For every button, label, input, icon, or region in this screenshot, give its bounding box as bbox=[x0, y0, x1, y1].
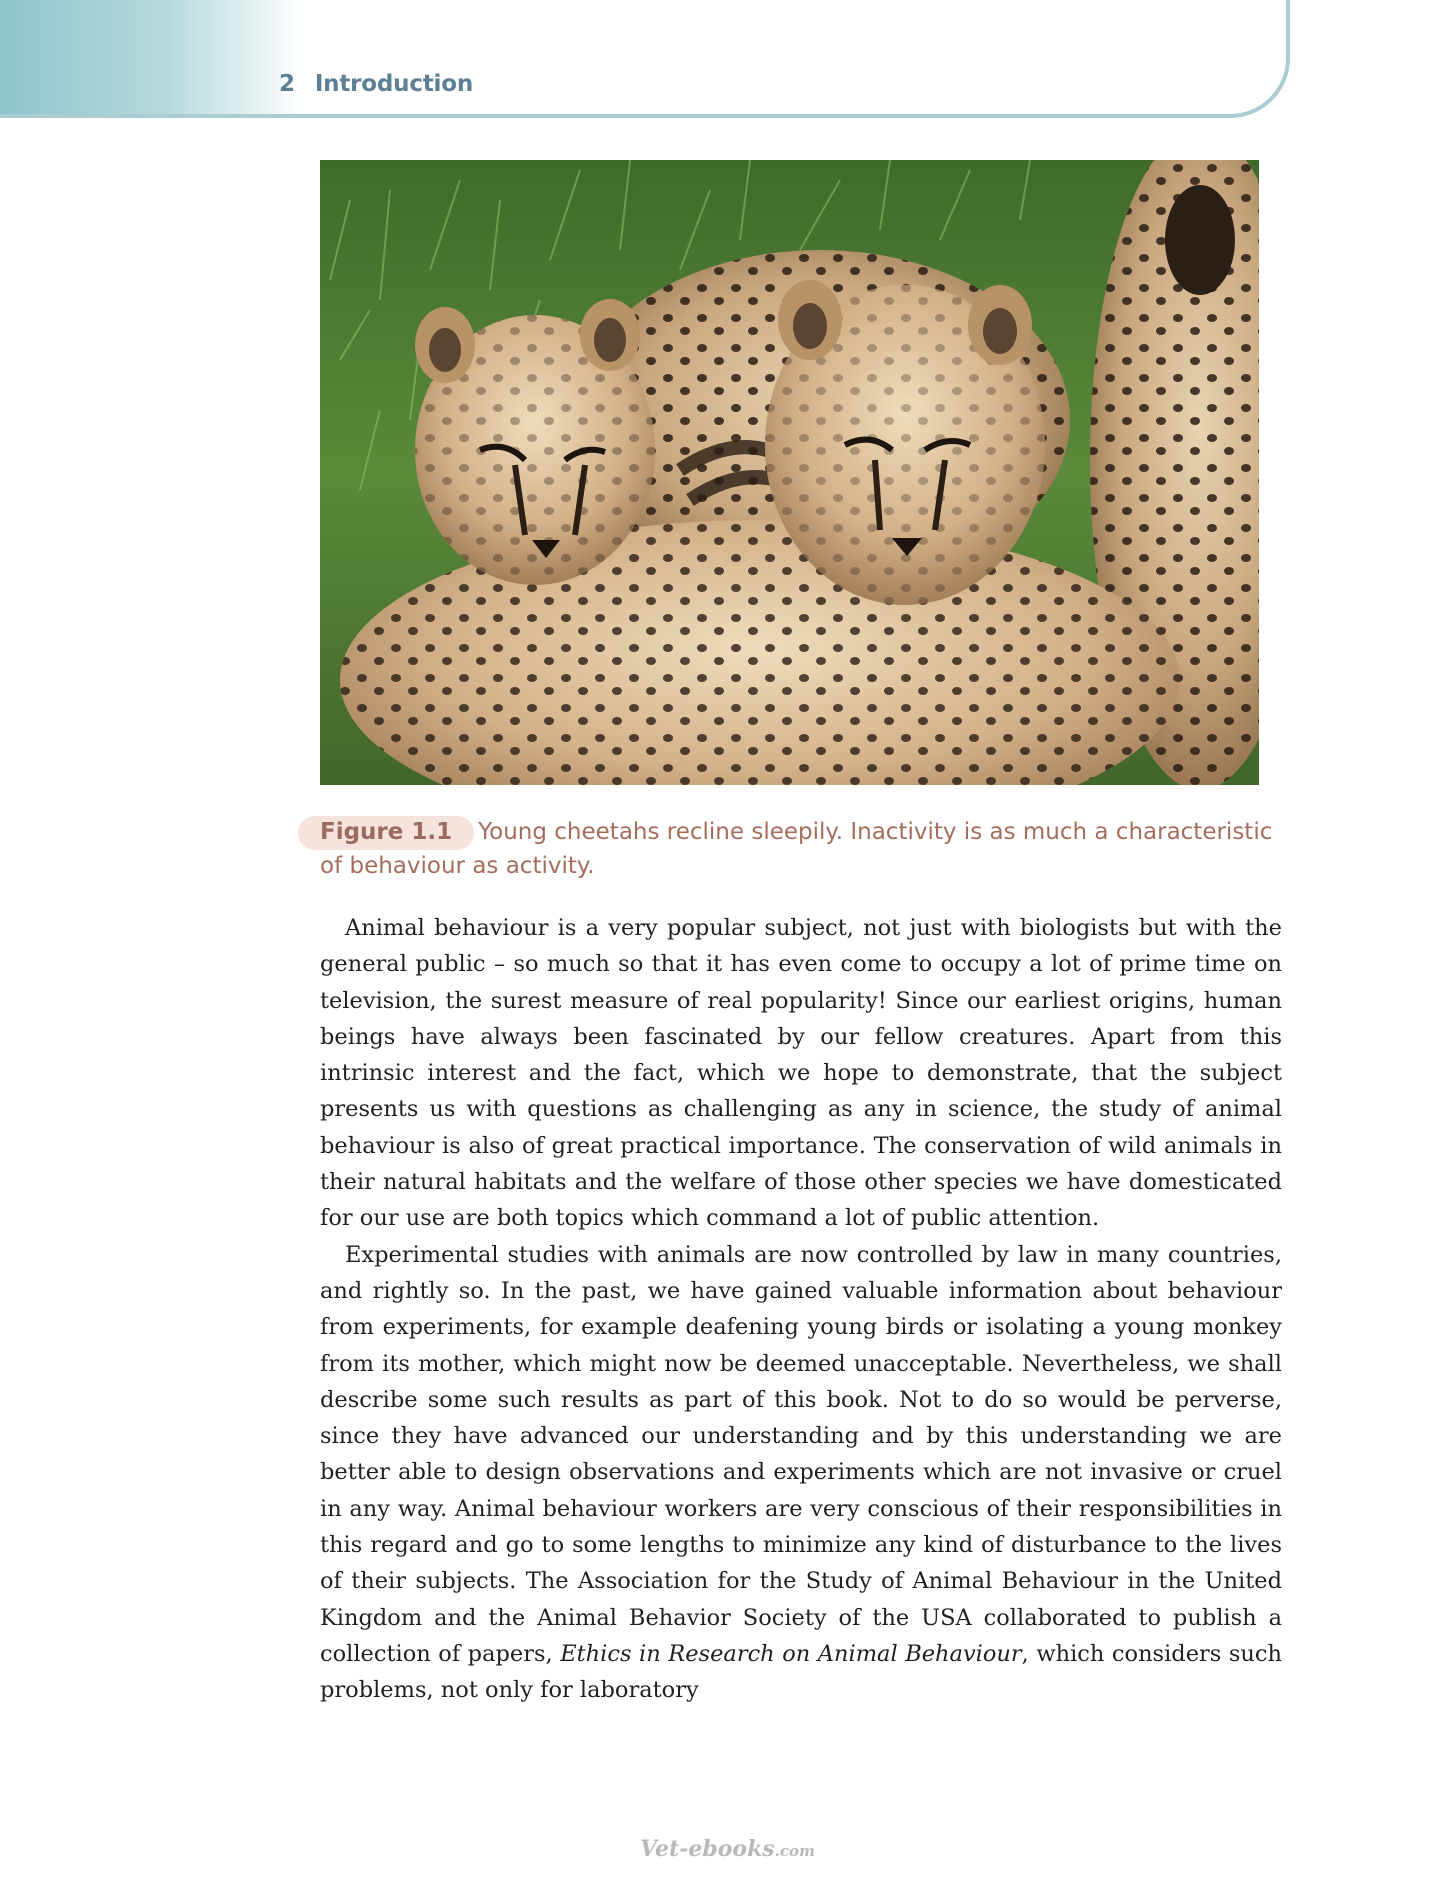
watermark-suffix: .com bbox=[774, 1842, 815, 1860]
figure-label: Figure 1.1 bbox=[320, 819, 453, 845]
body-text bbox=[320, 910, 1282, 1709]
watermark-main: Vet-ebooks bbox=[640, 1836, 775, 1862]
figure-caption bbox=[320, 815, 1280, 883]
page-number: 2 bbox=[279, 71, 295, 97]
paragraph-2-text: Experimental studies with animals are now controlled by law in many countries, and rightly so. In the past, we have gained valuable information about behaviour from experiments, for example deafening young birds or isolating a young monkey from its mother, which might now be deemed unacceptable. Nevertheless, we shall describe some such results as part of this book. Not to do so would be perverse, since they have advanced our understanding and by this understanding we are better able to design observations and experiments which are not invasive or cruel in any way. Animal behaviour workers are very conscious of their responsibilities in this regard and go to some lengths to minimize any kind of disturbance to the lives of their subjects. The Association for the Study of Animal Behaviour in the United Kingdom and the Animal Behavior Society of the USA collaborated to publish a collection of papers, bbox=[320, 1241, 1282, 1667]
paragraph-2-end: , which considers such problems, not only for laboratory bbox=[320, 1640, 1282, 1704]
book-title-italic: Ethics in Research on Animal Behaviour bbox=[560, 1640, 1022, 1667]
paragraph-2 bbox=[320, 1237, 1282, 1709]
figure-caption-text: Young cheetahs recline sleepily. Inactivity is as much a characteristic of behaviour as activity. bbox=[320, 819, 1273, 879]
chapter-title: Introduction bbox=[314, 71, 474, 97]
paragraph-1: Animal behaviour is a very popular subject, not just with biologists but with the general public – so much so that it has even come to occupy a lot of prime time on television, the surest measure of real popularity! Since our earliest origins, human beings have always been fascinated by our fellow creatures. Apart from this intrinsic interest and the fact, which we hope to demonstrate, that the subject presents us with questions as challenging as any in science, the study of animal behaviour is also of great practical importance. The conservation of wild animals in their natural habitats and the welfare of those other species we have domesticated for our use are both topics which command a lot of public attention. bbox=[320, 915, 1282, 1232]
watermark-logo bbox=[640, 1836, 815, 1862]
header-band bbox=[0, 0, 1290, 118]
running-header bbox=[279, 71, 473, 97]
figure-photo-cheetah-cubs bbox=[320, 160, 1259, 785]
